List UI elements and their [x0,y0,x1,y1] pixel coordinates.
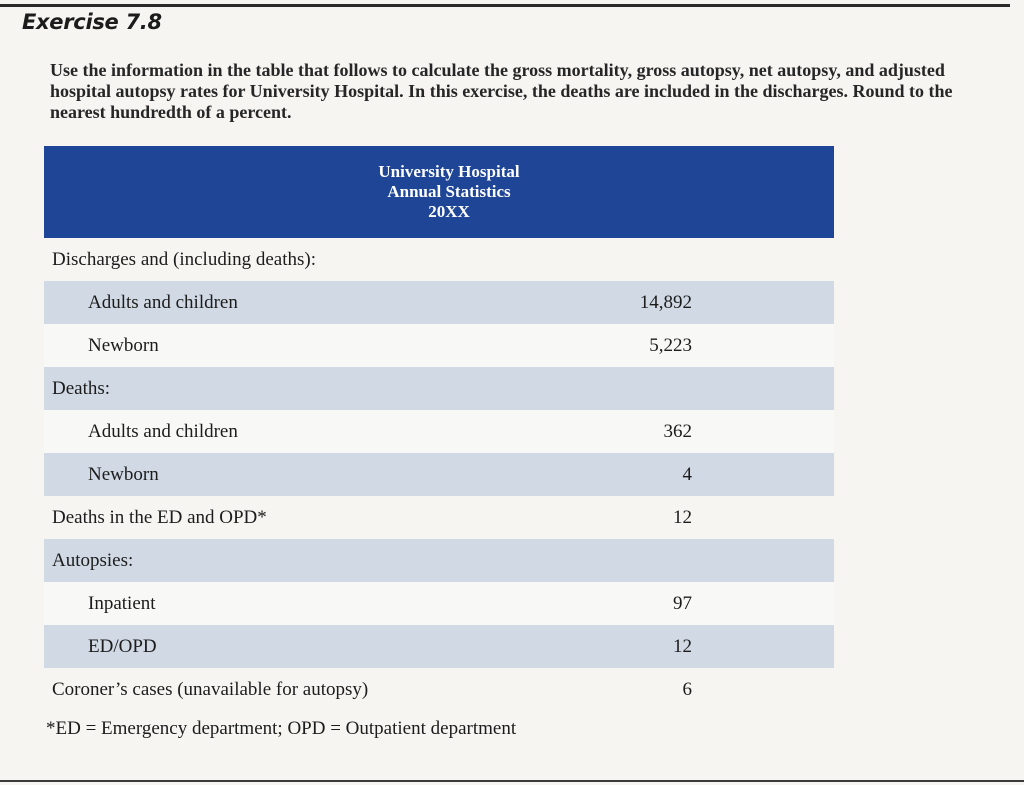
row-label: Inpatient [88,592,156,614]
row-value: 4 [682,463,692,485]
row-label: Coroner’s cases (unavailable for autopsy) [52,678,369,700]
row-label: Discharges and (including deaths): [52,248,316,270]
row-value: 6 [682,678,692,700]
table-row-discharges-adults [44,281,834,324]
row-label: ED/OPD [88,635,157,657]
table-row-deaths-ed-opd [44,496,834,539]
row-value: 362 [663,420,692,442]
table-row-deaths-adults [44,410,834,453]
table-row-discharges-newborn [44,324,834,367]
statistics-table [44,146,834,711]
row-label: Adults and children [88,420,238,442]
row-label: Newborn [88,334,159,356]
instructions-paragraph: Use the information in the table that follows to calculate the gross mortality, gross autopsy, net autopsy, and adjusted hospital autopsy rates for University Hospital. In this exercise, the deaths are included in the discharges. Round to the nearest hundredth of a percent. [50,60,953,122]
row-label: Deaths: [52,377,111,399]
table-row-autopsies-inpatient [44,582,834,625]
table-row-coroners-cases [44,668,834,711]
footnote: *ED = Emergency department; OPD = Outpatient department [46,718,517,739]
row-label: Adults and children [88,291,238,313]
row-value: 12 [673,635,692,657]
table-header [44,146,834,238]
row-value: 5,223 [649,334,692,356]
exercise-heading: Exercise 7.8 [22,10,162,34]
row-value: 12 [673,506,692,528]
top-rule [0,4,1010,7]
row-label: Autopsies: [52,549,134,571]
row-label: Newborn [88,463,159,485]
table-row-deaths-header [44,367,834,410]
row-value: 14,892 [639,291,692,313]
bottom-rule [0,780,1024,782]
row-value: 97 [673,592,692,614]
table-title-statistics: Annual Statistics [387,182,511,201]
table-row-discharges-header [44,238,834,281]
table-title-hospital: University Hospital [378,162,520,181]
table-row-deaths-newborn [44,453,834,496]
row-label: Deaths in the ED and OPD* [52,506,267,528]
table-row-autopsies-header [44,539,834,582]
table-row-autopsies-ed-opd [44,625,834,668]
table-title-year: 20XX [428,202,470,221]
